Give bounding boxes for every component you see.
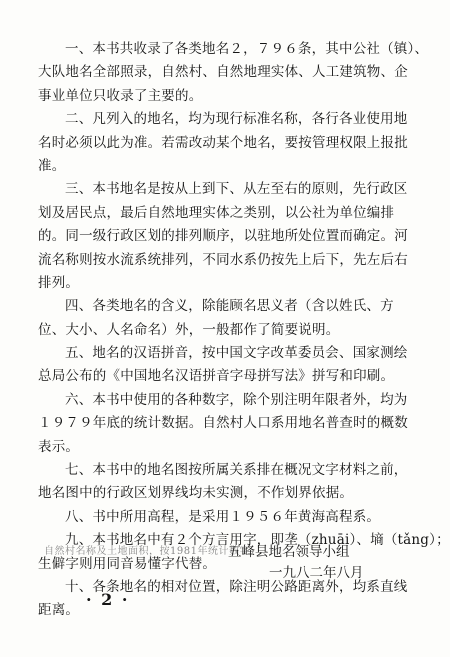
paragraph-line: 大队地名全部照录，自然村、自然地理实体、人工建筑物、企 <box>38 64 408 81</box>
paragraph-line: 流名称则按水流系统排列，不同水系仍按先上后下，先左后右 <box>38 251 408 268</box>
faint-stamp-text: 自然村名称及土地面积，按1981年统计数字 <box>44 546 250 557</box>
paragraph-line: 表示。 <box>38 438 80 455</box>
signature-organization: 五峰县地名领导小组 <box>228 544 350 560</box>
paragraph-line: 十、各条地名的相对位置，除注明公路距离外，均系直线 <box>65 578 408 595</box>
paragraph-line: 地名图中的行政区划界线均未实测，不作划界依据。 <box>38 485 354 502</box>
paragraph-3 <box>38 178 410 295</box>
paragraph-line: 四、各类地名的含义，除能顾名思义者（含以姓氏、方 <box>65 298 394 315</box>
paragraph-line: 名时必须以此为准。若需改动某个地名，要按管理权限上报批 <box>38 134 408 151</box>
paragraph-2 <box>38 108 410 178</box>
paragraph-4 <box>38 295 410 342</box>
paragraph-5 <box>38 342 410 389</box>
paragraph-line: 总局公布的《中国地名汉语拼音字母拼写法》拼写和印刷。 <box>38 368 395 385</box>
paragraph-line: 八、书中所用高程，是采用１９５６年黄海高程系。 <box>65 508 381 525</box>
paragraph-line: 事业单位只收录了主要的。 <box>38 87 203 104</box>
paragraph-line: １９７９年底的统计数据。自然村人口系用地名普查时的概数 <box>38 415 408 432</box>
paragraph-line: 的。同一级行政区划的排列顺序，以驻地所处位置而确定。河 <box>38 228 408 245</box>
signature-date: 一九八二年八月 <box>269 565 364 581</box>
paragraph-line: 排列。 <box>38 274 80 291</box>
paragraph-line: 九、本书地名中有２个方言用字，即垄（zhuāi）、墒（tǎng）； <box>65 532 450 549</box>
paragraph-line: 准。 <box>38 157 66 174</box>
document-body <box>38 38 450 623</box>
paragraph-1 <box>38 38 429 108</box>
paragraph-line: 六、本书中使用的各种数字，除个别注明年限者外，均为 <box>65 391 408 408</box>
paragraph-line: 五、地名的汉语拼音，按中国文字改革委员会、国家测绘 <box>65 345 408 362</box>
paragraph-line: 距离。 <box>38 602 80 619</box>
paragraph-8 <box>38 506 410 529</box>
paragraph-line: 一、本书共收录了各类地名２，７９６条，其中公社（镇）、 <box>65 41 429 57</box>
paragraph-line: 划及居民点，最后自然地理实体之类别，以公社为单位编排 <box>38 204 395 221</box>
page-number: · 2 · <box>86 590 130 609</box>
paragraph-line: 生僻字则用同音易懂字代替。 <box>38 555 217 572</box>
paragraph-6 <box>38 389 410 459</box>
paragraph-7 <box>38 459 410 506</box>
paragraph-line: 三、本书地名是按从上到下、从左至右的原则，先行政区 <box>65 181 408 198</box>
paragraph-line: 位、大小、人名命名）外，一般都作了简要说明。 <box>38 321 340 338</box>
paragraph-line: 二、凡列入的地名，均为现行标准名称，各行各业使用地 <box>65 111 408 128</box>
paragraph-line: 七、本书中的地名图按所属关系排在概况文字材料之前， <box>65 462 408 479</box>
